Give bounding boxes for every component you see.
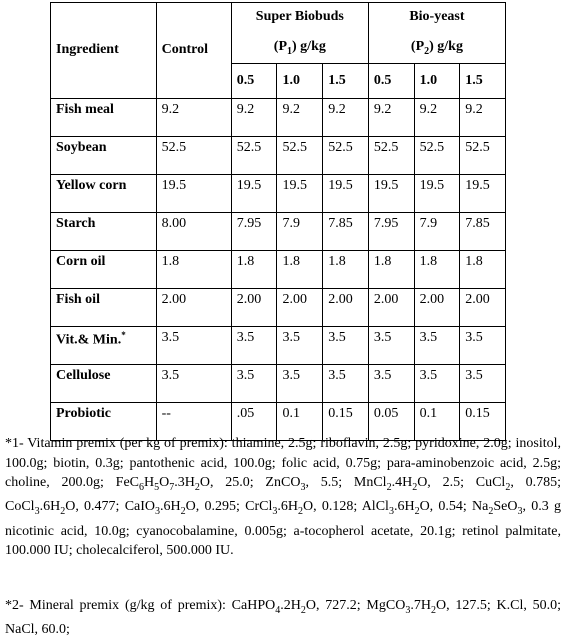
ingredient-name: Soybean bbox=[51, 136, 157, 174]
table-cell: 52.5 bbox=[156, 136, 231, 174]
table-cell: 7.85 bbox=[323, 212, 369, 250]
table-cell: 19.5 bbox=[231, 174, 277, 212]
table-cell: .05 bbox=[231, 402, 277, 440]
table-cell: 1.8 bbox=[277, 250, 323, 288]
header-group-super-biobuds bbox=[231, 3, 368, 64]
table-cell: 3.5 bbox=[460, 326, 506, 364]
table-cell: 1.8 bbox=[156, 250, 231, 288]
group2-unit: $(P_2)$ g/kg bbox=[410, 39, 463, 57]
table-cell: 3.5 bbox=[368, 364, 414, 402]
table-row bbox=[51, 174, 506, 212]
ingredient-name: Probiotic bbox=[51, 402, 157, 440]
table-row bbox=[51, 212, 506, 250]
table-cell: 3.5 bbox=[414, 364, 460, 402]
table-cell: -- bbox=[156, 402, 231, 440]
table-cell: 2.00 bbox=[460, 288, 506, 326]
table-cell: 2.00 bbox=[323, 288, 369, 326]
level-header: 1.0 bbox=[277, 63, 323, 98]
table-cell: 52.5 bbox=[277, 136, 323, 174]
table-cell: 3.5 bbox=[277, 326, 323, 364]
table-cell: 9.2 bbox=[323, 98, 369, 136]
table-cell: 7.95 bbox=[231, 212, 277, 250]
table-cell: 3.5 bbox=[156, 364, 231, 402]
table-cell: 9.2 bbox=[231, 98, 277, 136]
table-cell: 1.8 bbox=[414, 250, 460, 288]
table-cell: 9.2 bbox=[414, 98, 460, 136]
table-cell: 7.85 bbox=[460, 212, 506, 250]
table-cell: 52.5 bbox=[368, 136, 414, 174]
header-ingredient: Ingredient bbox=[51, 3, 157, 99]
ingredient-name: Corn oil bbox=[51, 250, 157, 288]
vitamin-premix-note: *1- Vitamin premix (per kg of premix): thiamine, 2.5g; riboflavin, 2.5g; pyridoxine, 2.0g; inositol, 100.0g; biotin, 0.3g; pantothenic acid, 100.0g; folic acid, 0.75g; para-aminobenzoic acid, 2.5g; choline, 200.0g; $FeC_6H_5O_7.3H_2O$, 25.0; ZnCO$_3$, 5.5; $MnCl_2.4H_2O$, 2.5; CuCl$_2$, 0.785; $CoCl_3.6H_2O$, 0.477; $CaIO_3.6H_2O$, 0.295; $CrCl_3.6H_2O$, 0.128; $AlCl_3.6H_2O$, 0.54; $Na_2SeO_3$, 0.3 g nicotinic acid, 10.0g; cyanocobalamine, 0.005g; a-tocopherol acetate, 20.1g; retinol palmitate, 100.000 IU; cholecalciferol, 500.000 IU. bbox=[5, 436, 561, 559]
header-group-bio-yeast bbox=[368, 3, 505, 64]
ingredient-name: Fish meal bbox=[51, 98, 157, 136]
table-cell: 19.5 bbox=[460, 174, 506, 212]
diet-composition-table bbox=[50, 2, 506, 441]
table-cell: 7.95 bbox=[368, 212, 414, 250]
table-cell: 1.8 bbox=[231, 250, 277, 288]
table-cell: 3.5 bbox=[460, 364, 506, 402]
group1-title: Super Biobuds bbox=[255, 9, 344, 24]
ingredient-name: Vit.& Min.* bbox=[51, 326, 157, 364]
table-cell: 52.5 bbox=[231, 136, 277, 174]
level-header: 0.5 bbox=[368, 63, 414, 98]
table-cell: 3.5 bbox=[231, 364, 277, 402]
table-row bbox=[51, 326, 506, 364]
table-body bbox=[51, 98, 506, 440]
table-cell: 2.00 bbox=[368, 288, 414, 326]
ingredient-name: Fish oil bbox=[51, 288, 157, 326]
table-header-row bbox=[51, 3, 506, 64]
table-cell: 1.8 bbox=[460, 250, 506, 288]
ingredient-name: Cellulose bbox=[51, 364, 157, 402]
table-cell: 9.2 bbox=[460, 98, 506, 136]
level-header: 0.5 bbox=[231, 63, 277, 98]
table-cell: 3.5 bbox=[414, 326, 460, 364]
table-cell: 3.5 bbox=[231, 326, 277, 364]
table-cell: 2.00 bbox=[277, 288, 323, 326]
group1-unit: $(P_1)$ g/kg bbox=[273, 39, 326, 57]
table-cell: 52.5 bbox=[323, 136, 369, 174]
table-cell: 19.5 bbox=[277, 174, 323, 212]
table-cell: 0.1 bbox=[414, 402, 460, 440]
level-header: 1.0 bbox=[414, 63, 460, 98]
table-cell: 0.15 bbox=[460, 402, 506, 440]
table-cell: 2.00 bbox=[414, 288, 460, 326]
table-cell: 19.5 bbox=[368, 174, 414, 212]
table-cell: 0.15 bbox=[323, 402, 369, 440]
table-row bbox=[51, 98, 506, 136]
table-cell: 3.5 bbox=[323, 326, 369, 364]
table-cell: 8.00 bbox=[156, 212, 231, 250]
table-cell: 7.9 bbox=[414, 212, 460, 250]
table-cell: 3.5 bbox=[156, 326, 231, 364]
table-cell: 9.2 bbox=[368, 98, 414, 136]
table-cell: 52.5 bbox=[414, 136, 460, 174]
header-control: Control bbox=[156, 3, 231, 99]
table-row bbox=[51, 136, 506, 174]
table-cell: 2.00 bbox=[156, 288, 231, 326]
table-cell: 9.2 bbox=[277, 98, 323, 136]
table-cell: 19.5 bbox=[414, 174, 460, 212]
table-cell: 3.5 bbox=[277, 364, 323, 402]
table-row bbox=[51, 364, 506, 402]
table-cell: 19.5 bbox=[323, 174, 369, 212]
table-row bbox=[51, 250, 506, 288]
level-header: 1.5 bbox=[460, 63, 506, 98]
table-cell: 3.5 bbox=[323, 364, 369, 402]
table-row bbox=[51, 288, 506, 326]
group2-title: Bio-yeast bbox=[409, 9, 465, 24]
table-cell: 9.2 bbox=[156, 98, 231, 136]
table-cell: 52.5 bbox=[460, 136, 506, 174]
table-cell: 19.5 bbox=[156, 174, 231, 212]
table-cell: 2.00 bbox=[231, 288, 277, 326]
ingredient-name: Yellow corn bbox=[51, 174, 157, 212]
mineral-premix-note: *2- Mineral premix (g/kg of premix): $CaHPO_4.2H_2O$, 727.2; $MgCO_3.7H_2O$, 127.5; K.Cl, 50.0; NaCl, 60.0; bbox=[5, 598, 561, 638]
table-cell: 0.1 bbox=[277, 402, 323, 440]
level-header: 1.5 bbox=[323, 63, 369, 98]
table-cell: 3.5 bbox=[368, 326, 414, 364]
table-cell: 1.8 bbox=[323, 250, 369, 288]
table-cell: 1.8 bbox=[368, 250, 414, 288]
ingredient-name: Starch bbox=[51, 212, 157, 250]
table-cell: 0.05 bbox=[368, 402, 414, 440]
table-cell: 7.9 bbox=[277, 212, 323, 250]
